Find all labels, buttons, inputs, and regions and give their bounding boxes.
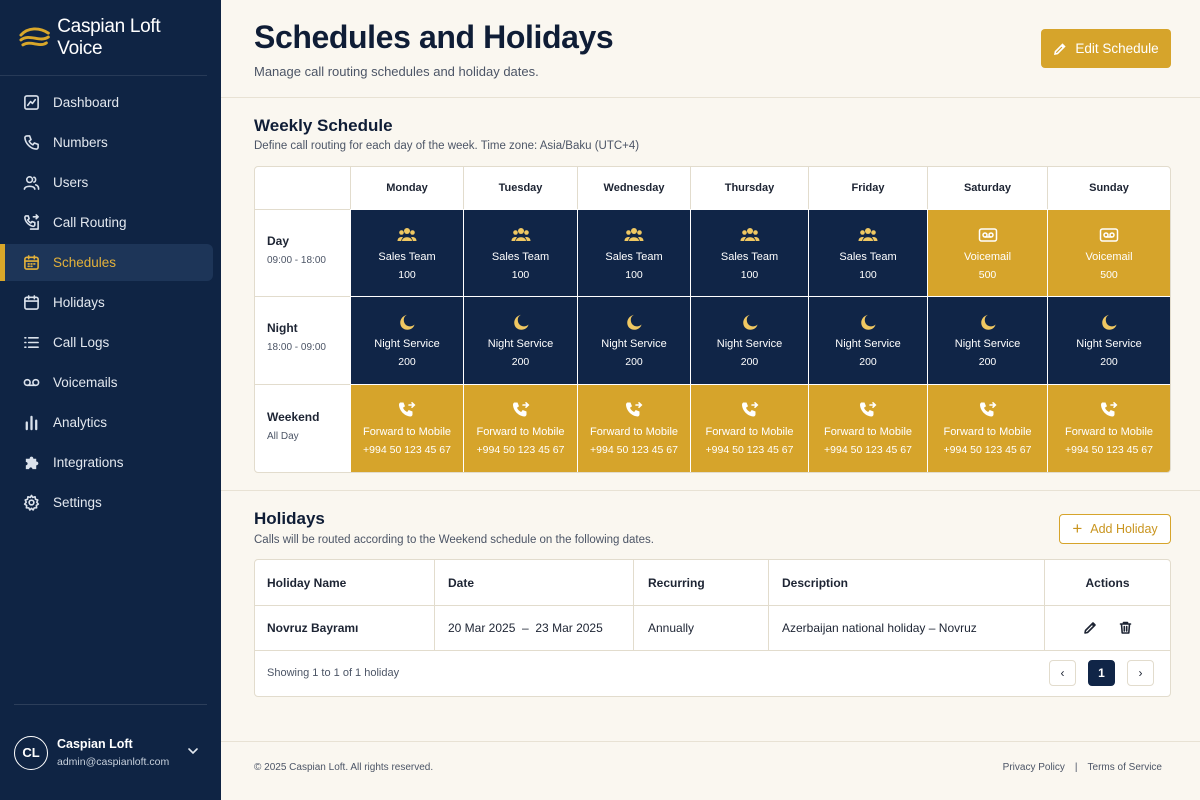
cell-value: +994 50 123 45 67 <box>476 444 565 456</box>
sidebar-item-schedules[interactable] <box>0 244 213 281</box>
users-icon <box>858 226 878 251</box>
calendar-icon <box>22 294 40 312</box>
weekly-schedule-description: Define call routing for each day of the week. Time zone: Asia/Baku (UTC+4) <box>254 140 640 152</box>
row-label-weekend <box>255 384 350 472</box>
trash-icon[interactable] <box>1118 620 1133 635</box>
users-icon <box>511 226 531 251</box>
sidebar-item-analytics[interactable] <box>0 404 213 441</box>
cell-label: Sales Team <box>605 250 663 263</box>
chevron-down-icon[interactable] <box>187 745 199 757</box>
sidebar-item-label: Analytics <box>53 415 108 430</box>
user-name: Caspian Loft <box>57 737 133 751</box>
cell-value: +994 50 123 45 67 <box>705 444 794 456</box>
copyright: © 2025 Caspian Loft. All rights reserved. <box>254 762 434 773</box>
sidebar-item-label: Numbers <box>53 135 108 150</box>
user-menu[interactable] <box>14 704 207 800</box>
cell-value: 500 <box>1100 268 1118 281</box>
cell-label: Voicemail <box>963 250 1012 263</box>
schedule-cell-night-friday[interactable] <box>808 296 927 384</box>
column-header-recurring: Recurring <box>648 575 705 590</box>
dashboard-icon <box>22 94 40 112</box>
cell-label: Forward to Mobile <box>476 426 565 438</box>
page-footer <box>221 741 1200 800</box>
schedule-cell-weekend-saturday[interactable] <box>927 384 1047 472</box>
row-name: Night <box>267 321 298 335</box>
add-holiday-label: Add Holiday <box>1090 522 1158 536</box>
cell-label: Forward to Mobile <box>362 426 452 438</box>
day-header-monday: Monday <box>350 167 463 209</box>
cell-label: Sales Team <box>839 250 897 263</box>
sidebar-item-label: Settings <box>53 495 102 510</box>
cell-label: Night Service <box>1076 338 1142 350</box>
sidebar-item-voicemails[interactable] <box>0 364 213 401</box>
gear-icon <box>22 494 40 512</box>
day-header-sunday: Sunday <box>1047 167 1170 209</box>
row-name: Day <box>267 234 290 248</box>
brand[interactable] <box>0 0 207 76</box>
holidays-description: Calls will be routed according to the Weekend schedule on the following dates. <box>254 534 654 546</box>
cell-label: Sales Team <box>491 250 550 263</box>
sidebar-item-users[interactable] <box>0 164 213 201</box>
voicemail-icon <box>22 374 40 392</box>
phone-forward-icon <box>1099 401 1119 426</box>
cell-label: Forward to Mobile <box>943 426 1032 438</box>
routing-icon <box>22 214 40 232</box>
cell-value: 100 <box>625 268 643 281</box>
edit-schedule-button[interactable] <box>1041 29 1171 68</box>
phone-icon <box>22 134 40 152</box>
row-label-night <box>255 296 350 384</box>
schedule-cell-night-saturday[interactable] <box>927 296 1047 384</box>
moon-icon <box>740 313 760 338</box>
pagination-prev-button[interactable]: ‹ <box>1049 660 1076 686</box>
day-header-thursday: Thursday <box>690 167 808 209</box>
cell-value: 200 <box>511 356 530 368</box>
cell-value: 200 <box>1100 356 1118 368</box>
cell-value: 100 <box>511 268 530 281</box>
moon-icon <box>624 313 644 338</box>
row-time: 09:00 - 18:00 <box>267 255 326 266</box>
column-header-actions: Actions <box>1085 575 1130 590</box>
cell-value: 500 <box>978 268 997 281</box>
cell-label: Night Service <box>835 338 901 350</box>
schedule-cell-night-tuesday[interactable] <box>463 296 577 384</box>
table-footer-divider <box>255 650 1170 651</box>
cell-value: 100 <box>398 268 416 281</box>
sidebar-item-label: Call Routing <box>53 215 127 230</box>
schedule-cell-day-sunday[interactable] <box>1047 209 1170 296</box>
row-time: All Day <box>267 431 299 442</box>
sidebar-item-numbers[interactable] <box>0 124 213 161</box>
schedule-cell-weekend-monday[interactable] <box>350 384 463 472</box>
holidays-title: Holidays <box>254 509 325 528</box>
phone-forward-icon <box>858 401 878 426</box>
cell-value: +994 50 123 45 67 <box>1065 444 1153 456</box>
bar-chart-icon <box>22 414 40 432</box>
sidebar-item-call-logs[interactable] <box>0 324 213 361</box>
phone-forward-icon <box>511 401 531 426</box>
plus-icon: + <box>1072 519 1083 538</box>
schedule-cell-weekend-thursday[interactable] <box>690 384 808 472</box>
privacy-policy-link[interactable]: Privacy Policy <box>1002 762 1065 773</box>
users-icon <box>624 226 644 251</box>
cell-label: Night Service <box>954 338 1021 350</box>
edit-schedule-label: Edit Schedule <box>1075 41 1159 56</box>
sidebar-item-label: Integrations <box>53 455 124 470</box>
day-header-saturday: Saturday <box>927 167 1047 209</box>
row-actions <box>1045 605 1170 650</box>
schedule-cell-day-monday[interactable] <box>350 209 463 296</box>
holiday-recurring: Annually <box>648 620 695 635</box>
cell-label: Night Service <box>487 338 554 350</box>
schedule-cell-night-thursday[interactable] <box>690 296 808 384</box>
phone-forward-icon <box>978 401 998 426</box>
cell-label: Voicemail <box>1085 250 1133 263</box>
moon-icon <box>511 313 531 338</box>
moon-icon <box>1099 313 1119 338</box>
users-icon <box>740 226 760 251</box>
cell-label: Forward to Mobile <box>589 426 679 438</box>
cell-label: Night Service <box>374 338 440 350</box>
section-divider <box>221 490 1200 491</box>
cell-value: 200 <box>740 356 759 368</box>
sidebar-item-label: Holidays <box>53 295 105 310</box>
schedule-cell-day-wednesday[interactable] <box>577 209 690 296</box>
day-header-wednesday: Wednesday <box>577 167 690 209</box>
pagination-summary: Showing 1 to 1 of 1 holiday <box>267 667 400 679</box>
schedule-cell-night-wednesday[interactable] <box>577 296 690 384</box>
sidebar-item-label: Voicemails <box>53 375 118 390</box>
moon-icon <box>858 313 878 338</box>
sidebar-nav <box>0 84 221 524</box>
cell-value: 200 <box>859 356 877 368</box>
column-header-holiday-name: Holiday Name <box>267 575 347 590</box>
phone-forward-icon <box>624 401 644 426</box>
holiday-name: Novruz Bayramı <box>267 620 359 635</box>
schedule-cell-day-saturday[interactable] <box>927 209 1047 296</box>
page-subtitle: Manage call routing schedules and holiday dates. <box>254 64 539 79</box>
cell-label: Night Service <box>601 338 667 350</box>
schedule-cell-day-tuesday[interactable] <box>463 209 577 296</box>
list-icon <box>22 334 40 352</box>
schedule-cell-weekend-wednesday[interactable] <box>577 384 690 472</box>
users-icon <box>397 226 417 251</box>
cell-value: 200 <box>625 356 643 368</box>
row-time: 18:00 - 09:00 <box>267 342 326 353</box>
voicemail-icon <box>1099 226 1119 251</box>
schedule-cell-night-sunday[interactable] <box>1047 296 1170 384</box>
schedule-cell-weekend-friday[interactable] <box>808 384 927 472</box>
cell-label: Forward to Mobile <box>1064 426 1154 438</box>
grid-corner <box>255 167 350 209</box>
cell-label: Forward to Mobile <box>823 426 913 438</box>
voicemail-icon <box>978 226 998 251</box>
sidebar-item-dashboard[interactable] <box>0 84 213 121</box>
holidays-table <box>254 559 1171 697</box>
cell-value: 100 <box>859 268 877 281</box>
sidebar-item-label: Users <box>53 175 89 190</box>
schedule-cell-day-friday[interactable] <box>808 209 927 296</box>
sidebar-item-label: Call Logs <box>53 335 110 350</box>
pagination-page-button[interactable]: 1 <box>1088 660 1115 686</box>
sidebar-item-holidays[interactable] <box>0 284 213 321</box>
row-name: Weekend <box>267 410 320 424</box>
main-content <box>221 0 1200 800</box>
cell-label: Night Service <box>716 338 783 350</box>
schedule-cell-day-thursday[interactable] <box>690 209 808 296</box>
sidebar-item-integrations[interactable] <box>0 444 213 481</box>
page-title: Schedules and Holidays <box>254 19 614 55</box>
sidebar-item-settings[interactable] <box>0 484 213 521</box>
cell-value: +994 50 123 45 67 <box>824 444 912 456</box>
weekly-schedule-title: Weekly Schedule <box>254 116 393 135</box>
pagination-next-button[interactable]: › <box>1127 660 1154 686</box>
moon-icon <box>397 313 417 338</box>
terms-of-service-link[interactable]: Terms of Service <box>1087 762 1162 773</box>
holiday-description: Azerbaijan national holiday – Novruz <box>782 620 977 635</box>
footer-links <box>1003 762 1162 773</box>
sidebar <box>0 0 221 800</box>
holiday-date: 20 Mar 2025 – 23 Mar 2025 <box>448 620 603 635</box>
sidebar-item-label: Dashboard <box>53 95 120 110</box>
column-header-date: Date <box>448 575 475 590</box>
sidebar-item-label: Schedules <box>53 255 117 270</box>
user-email: admin@caspianloft.com <box>57 756 170 768</box>
add-holiday-button[interactable] <box>1059 514 1171 544</box>
schedule-cell-weekend-sunday[interactable] <box>1047 384 1170 472</box>
phone-forward-icon <box>397 401 417 426</box>
pencil-icon <box>1053 42 1067 56</box>
cell-value: +994 50 123 45 67 <box>590 444 678 456</box>
sidebar-item-call-routing[interactable] <box>0 204 213 241</box>
day-header-tuesday: Tuesday <box>463 167 577 209</box>
row-label-day <box>255 209 350 296</box>
schedule-cell-night-monday[interactable] <box>350 296 463 384</box>
cell-value: +994 50 123 45 67 <box>943 444 1032 456</box>
cell-value: 200 <box>978 356 997 368</box>
phone-forward-icon <box>740 401 760 426</box>
cell-value: 200 <box>398 356 416 368</box>
weekly-schedule-grid <box>254 166 1171 473</box>
cell-label: Sales Team <box>378 250 436 263</box>
moon-icon <box>978 313 998 338</box>
avatar: CL <box>14 736 48 770</box>
schedule-cell-weekend-tuesday[interactable] <box>463 384 577 472</box>
app-name: Caspian Loft Voice <box>57 15 161 59</box>
users-icon <box>22 174 40 192</box>
puzzle-icon <box>22 454 40 472</box>
calendar-icon <box>22 254 40 272</box>
cell-value: +994 50 123 45 67 <box>363 444 451 456</box>
logo-icon <box>18 25 51 51</box>
day-header-friday: Friday <box>808 167 927 209</box>
cell-value: 100 <box>740 268 759 281</box>
cell-label: Forward to Mobile <box>705 426 794 438</box>
edit-icon[interactable] <box>1083 620 1098 635</box>
page-header <box>221 0 1200 98</box>
footer-separator: | <box>1074 762 1078 773</box>
cell-label: Sales Team <box>720 250 779 263</box>
column-header-description: Description <box>782 575 849 590</box>
